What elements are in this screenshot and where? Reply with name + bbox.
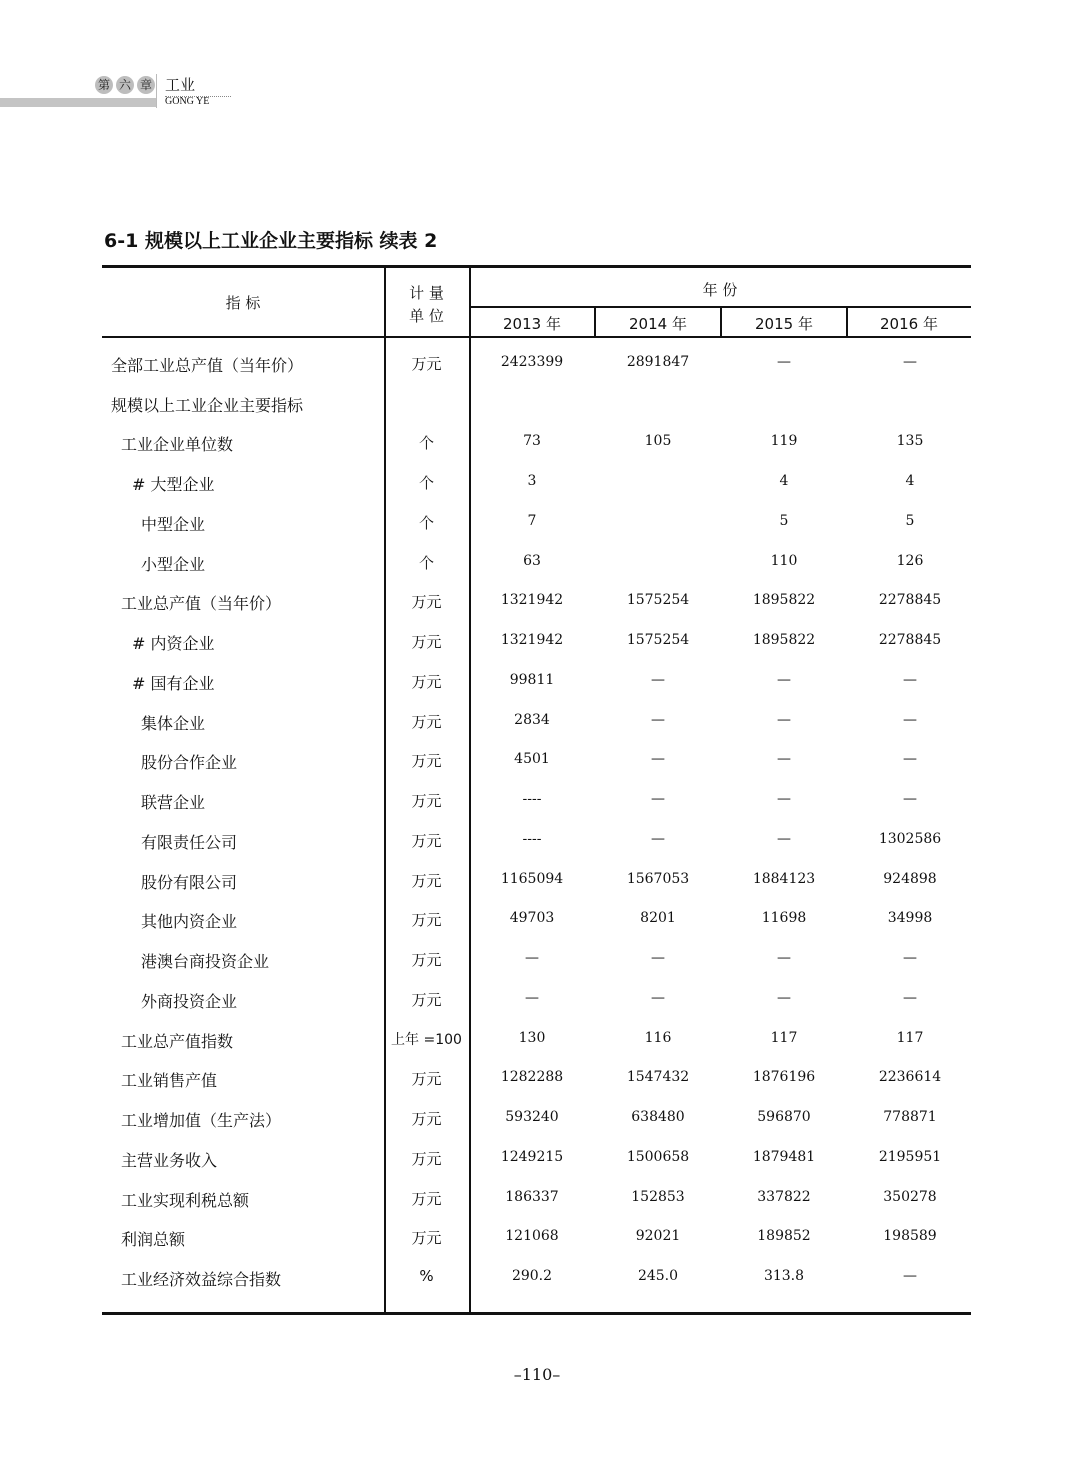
cell-value: 1895822 <box>752 632 816 649</box>
cell-value: 2195951 <box>878 1148 942 1165</box>
cell-value: 63 <box>523 552 541 569</box>
cell-value: 2891847 <box>626 354 690 370</box>
cell-value: 7 <box>527 512 537 529</box>
chapter-char: 六 <box>116 76 134 94</box>
chapter-char: 第 <box>95 76 113 94</box>
row-label: 工业企业单位数 <box>121 435 234 455</box>
cell-value: — <box>903 354 917 370</box>
chapter-badge <box>95 76 155 94</box>
row-label: 中型企业 <box>141 514 206 534</box>
row-unit: 万元 <box>411 871 442 890</box>
cell-value: 99811 <box>509 671 555 688</box>
row-unit: % <box>419 1267 434 1286</box>
cell-value: — <box>777 751 791 768</box>
cell-value: — <box>903 1268 917 1285</box>
col-header-unit-2: 单 位 <box>409 307 444 325</box>
row-unit: 万元 <box>411 990 442 1009</box>
row-unit: 万元 <box>411 951 442 970</box>
row-label: 股份合作企业 <box>141 753 238 773</box>
cell-value: — <box>651 671 665 688</box>
cell-value: — <box>777 950 791 967</box>
cell-value: — <box>903 751 917 768</box>
col-header-year: 2013 年 <box>503 315 561 333</box>
cell-value: 2236614 <box>878 1069 942 1086</box>
col-header-year: 2015 年 <box>755 315 813 333</box>
cell-value: — <box>777 354 791 370</box>
cell-value: 73 <box>523 433 541 450</box>
row-label: 其他内资企业 <box>141 912 238 932</box>
cell-value: 1567053 <box>626 870 690 887</box>
header-bottom-rule <box>102 336 971 338</box>
table-row <box>102 512 971 552</box>
row-unit: 万元 <box>411 911 442 930</box>
row-label: 利润总额 <box>121 1230 186 1250</box>
cell-value: 5 <box>779 512 789 529</box>
row-label: 全部工业总产值（当年价） <box>111 356 304 375</box>
row-label: # 内资企业 <box>132 634 215 654</box>
row-unit: 上年 =100 <box>391 1031 462 1048</box>
cell-value: — <box>525 989 539 1006</box>
cell-value: 1165094 <box>500 870 564 887</box>
cell-value: 245.0 <box>637 1268 679 1285</box>
cell-value: — <box>903 950 917 967</box>
row-unit: 个 <box>418 434 434 453</box>
row-label: 联营企业 <box>141 793 206 813</box>
cell-value: 8201 <box>640 910 676 927</box>
col-header-unit-1: 计 量 <box>409 284 444 302</box>
table-row <box>102 432 971 472</box>
table-row <box>102 870 971 910</box>
row-label: 工业经济效益综合指数 <box>121 1270 282 1290</box>
row-unit: 万元 <box>411 672 442 691</box>
cell-value: 34998 <box>887 910 933 927</box>
cell-value: 198589 <box>883 1228 937 1245</box>
table-row <box>102 1068 971 1108</box>
cell-value: 130 <box>518 1029 546 1046</box>
cell-value: 117 <box>896 1029 924 1046</box>
cell-value: 121068 <box>505 1228 559 1245</box>
cell-value: 126 <box>896 552 924 569</box>
cell-value: 5 <box>905 512 915 529</box>
row-unit: 万元 <box>411 1229 442 1248</box>
chapter-char: 章 <box>137 76 155 94</box>
cell-value: 49703 <box>509 910 555 927</box>
cell-value: 1249215 <box>500 1148 564 1165</box>
cell-value: — <box>651 989 665 1006</box>
cell-value: 117 <box>770 1029 798 1046</box>
cell-value: — <box>777 711 791 728</box>
table-row <box>102 711 971 751</box>
cell-value: 1895822 <box>752 592 816 609</box>
table-row <box>102 472 971 512</box>
cell-value: — <box>903 711 917 728</box>
table-row <box>102 393 971 433</box>
cell-value: 2423399 <box>500 354 564 370</box>
row-label: 规模以上工业企业主要指标 <box>111 395 304 415</box>
table-row <box>102 909 971 949</box>
cell-value: 2834 <box>514 711 550 728</box>
cell-value: 1876196 <box>752 1069 816 1086</box>
row-label: 主营业务收入 <box>121 1150 218 1170</box>
cell-value: 1321942 <box>500 592 564 609</box>
cell-value: 1500658 <box>626 1148 690 1165</box>
row-unit: 万元 <box>411 1189 442 1208</box>
row-unit: 万元 <box>411 633 442 652</box>
cell-value: 11698 <box>761 910 807 927</box>
row-label: 外商投资企业 <box>141 991 238 1011</box>
table-row <box>102 1227 971 1267</box>
row-unit: 万元 <box>411 831 442 850</box>
table-row <box>102 1108 971 1148</box>
data-table <box>102 265 971 1315</box>
row-label: # 大型企业 <box>132 475 215 495</box>
cell-value: 1282288 <box>500 1069 564 1086</box>
cell-value: 119 <box>770 433 798 450</box>
cell-value: 1575254 <box>626 632 690 649</box>
cell-value: 116 <box>644 1029 672 1046</box>
cell-value: 337822 <box>757 1188 811 1205</box>
table-row <box>102 949 971 989</box>
cell-value: 1884123 <box>752 870 816 887</box>
cell-value: 1302586 <box>878 830 942 847</box>
table-row <box>102 591 971 631</box>
cell-value: — <box>651 791 665 808</box>
col-header-year: 2014 年 <box>629 315 687 333</box>
cell-value: — <box>777 830 791 847</box>
cell-value: 290.2 <box>511 1268 553 1285</box>
table-row <box>102 1188 971 1228</box>
table-row <box>102 1267 971 1307</box>
cell-value: 1321942 <box>500 632 564 649</box>
row-label: 工业销售产值 <box>121 1071 218 1091</box>
cell-value: 1575254 <box>626 592 690 609</box>
table-row <box>102 1148 971 1188</box>
cell-value: — <box>903 671 917 688</box>
cell-value: — <box>777 989 791 1006</box>
cell-value: 186337 <box>505 1188 559 1205</box>
page-number: –110– <box>513 1365 561 1384</box>
col-header-year: 2016 年 <box>880 315 938 333</box>
cell-value: 778871 <box>883 1109 937 1126</box>
table-row <box>102 790 971 830</box>
cell-value: — <box>651 711 665 728</box>
cell-value: 110 <box>770 552 798 569</box>
row-label: 工业增加值（生产法） <box>121 1111 282 1131</box>
header-divider <box>156 74 157 108</box>
cell-value: — <box>903 791 917 808</box>
table-row <box>102 750 971 790</box>
row-unit: 万元 <box>411 593 442 612</box>
cell-value: 350278 <box>883 1188 937 1205</box>
col-header-years: 年 份 <box>702 281 738 299</box>
cell-value: 2278845 <box>878 632 942 649</box>
row-label: 小型企业 <box>141 554 206 574</box>
row-unit: 万元 <box>411 1149 442 1168</box>
cell-value: 152853 <box>631 1188 685 1205</box>
row-unit: 个 <box>418 474 434 493</box>
row-unit: 万元 <box>411 355 442 373</box>
row-unit: 万元 <box>411 752 442 771</box>
row-label: 股份有限公司 <box>141 872 238 892</box>
chapter-title: 工业 <box>165 74 231 97</box>
cell-value: — <box>777 671 791 688</box>
cell-value: — <box>651 751 665 768</box>
row-unit: 个 <box>418 553 434 572</box>
row-label: 工业实现利税总额 <box>121 1190 250 1210</box>
row-unit: 万元 <box>411 1110 442 1129</box>
cell-value: — <box>903 989 917 1006</box>
cell-value: 92021 <box>635 1228 681 1245</box>
header-bar <box>0 98 156 107</box>
table-row <box>102 671 971 711</box>
cell-value: — <box>777 791 791 808</box>
table-row <box>102 1029 971 1069</box>
cell-value: 2278845 <box>878 592 942 609</box>
cell-value: 4 <box>779 473 789 490</box>
row-unit: 个 <box>418 513 434 532</box>
cell-value: 4 <box>905 473 915 490</box>
cell-value: ---- <box>522 830 542 847</box>
cell-value: 313.8 <box>763 1268 805 1285</box>
cell-value: — <box>651 950 665 967</box>
cell-value: 105 <box>644 433 672 450</box>
row-label: 港澳台商投资企业 <box>141 952 270 972</box>
cell-value: 1547432 <box>626 1069 690 1086</box>
cell-value: — <box>525 950 539 967</box>
row-unit: 万元 <box>411 792 442 811</box>
cell-value: 135 <box>896 433 924 450</box>
cell-value: 596870 <box>757 1109 811 1126</box>
cell-value: ---- <box>522 791 542 808</box>
row-unit: 万元 <box>411 1070 442 1089</box>
cell-value: 924898 <box>883 870 937 887</box>
cell-value: 3 <box>527 473 537 490</box>
cell-value: — <box>651 830 665 847</box>
row-label: 有限责任公司 <box>141 832 238 852</box>
cell-value: 593240 <box>505 1109 559 1126</box>
row-label: # 国有企业 <box>132 673 215 693</box>
table-row <box>102 353 971 393</box>
table-row <box>102 552 971 592</box>
table-row <box>102 631 971 671</box>
table-row <box>102 989 971 1029</box>
cell-value: 1879481 <box>752 1148 816 1165</box>
cell-value: 4501 <box>514 751 550 768</box>
table-title: 6-1 规模以上工业企业主要指标 续表 2 <box>104 230 438 252</box>
chapter-pinyin: GONG YE <box>165 96 210 107</box>
row-label: 工业总产值指数 <box>121 1031 234 1051</box>
col-header-indicator: 指 标 <box>225 294 261 312</box>
cell-value: 638480 <box>631 1109 685 1126</box>
row-label: 集体企业 <box>141 713 206 733</box>
row-unit: 万元 <box>411 712 442 731</box>
table-row <box>102 830 971 870</box>
row-label: 工业总产值（当年价） <box>121 594 282 614</box>
cell-value: 189852 <box>757 1228 811 1245</box>
